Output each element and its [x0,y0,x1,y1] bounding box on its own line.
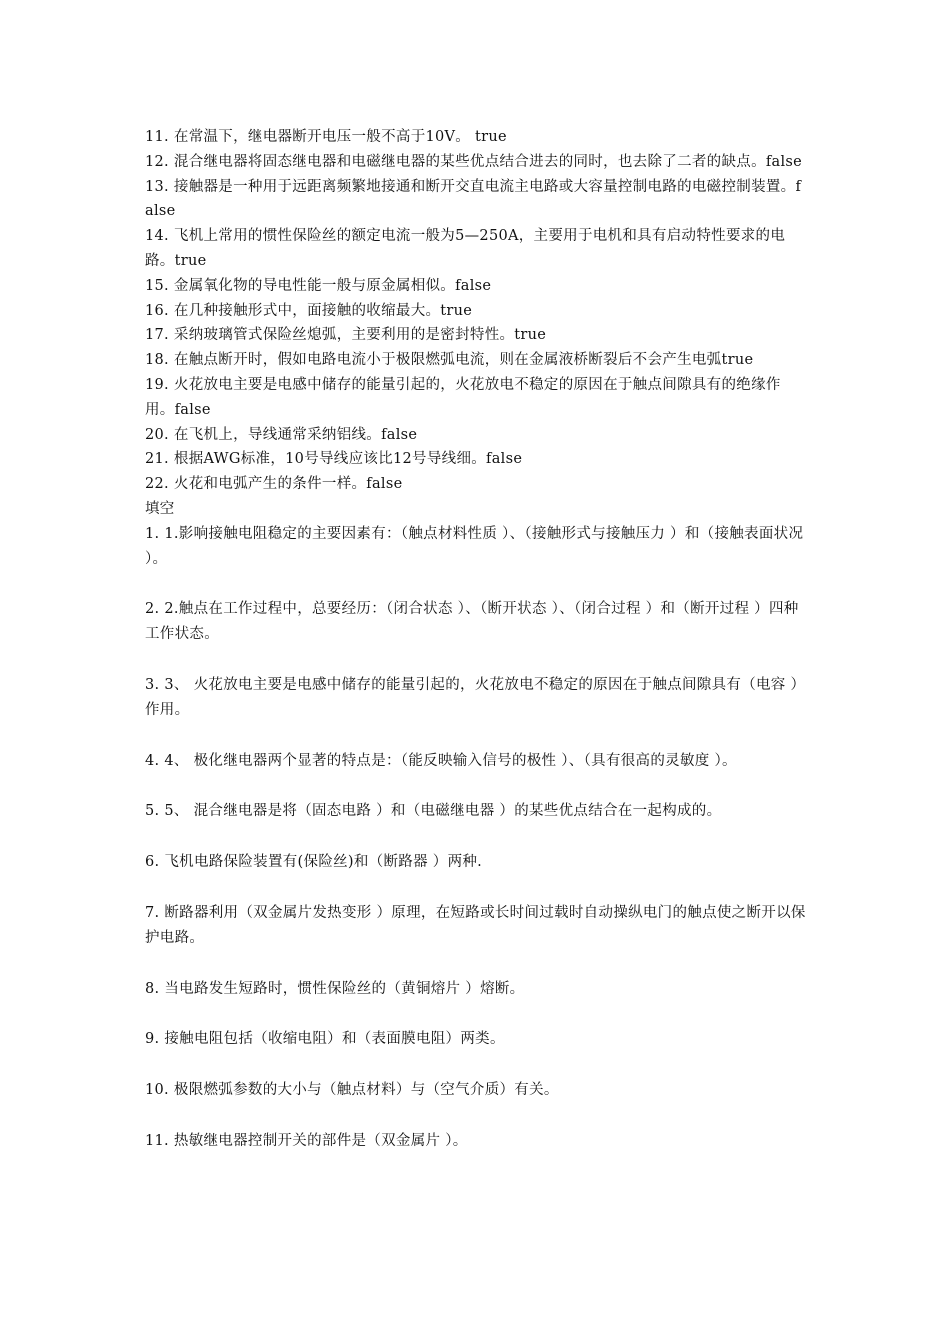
item-number: 11. [145,1132,169,1149]
item-text: 1.影响接触电阻稳定的主要因素有：（触点材料性质 ）、（接触形式与接触压力 ）和（接触表面状况 ）。 [145,525,804,567]
tf-item-14 [145,224,810,274]
item-number: 7. [145,904,160,921]
item-number: 19. [145,376,169,393]
fill-item-4 [145,749,810,774]
item-number: 17. [145,327,169,344]
document-body [145,125,810,1154]
tf-item-21 [145,447,810,472]
item-text: 在触点断开时，假如电路电流小于极限燃弧电流，则在金属液桥断裂后不会产生电弧true [173,352,754,369]
item-text: 火花放电主要是电感中储存的能量引起的，火花放电不稳定的原因在于触点间隙具有的绝缘作用。false [145,376,781,418]
item-text: 断路器利用（双金属片发热变形 ）原理，在短路或长时间过载时自动操纵电门的触点使之断开以保护电路。 [145,904,806,946]
item-number: 12. [145,153,169,170]
item-number: 14. [145,228,169,245]
tf-item-11 [145,125,810,150]
tf-item-20 [145,423,810,448]
item-text: 在常温下，继电器断开电压一般不高于10V。 true [173,129,507,145]
tf-item-13 [145,175,810,225]
item-text: 火花和电弧产生的条件一样。false [173,476,403,493]
item-text: 采纳玻璃管式保险丝熄弧，主要利用的是密封特性。true [173,327,547,344]
item-number: 6. [145,854,160,871]
item-text: 4、 极化继电器两个显著的特点是：（能反映输入信号的极性 ）、（具有很高的灵敏度 ）。 [164,752,737,769]
item-text: 根据AWG标准，10号导线应该比12号导线细。false [173,451,523,468]
item-number: 20. [145,426,169,443]
fill-item-2 [145,597,810,647]
item-number: 18. [145,352,169,369]
item-number: 10. [145,1082,169,1099]
tf-item-12 [145,150,810,175]
fill-item-7 [145,901,810,951]
fill-item-6 [145,850,810,875]
item-text: 3、 火花放电主要是电感中储存的能量引起的，火花放电不稳定的原因在于触点间隙具有（电容 ）作用。 [145,676,806,718]
section-title-fill-blanks: 填空 [145,500,175,517]
item-number: 22. [145,476,169,493]
item-number: 11. [145,129,169,145]
tf-item-17 [145,323,810,348]
item-number: 5. [145,803,160,820]
item-number: 21. [145,451,169,468]
item-text: 飞机上常用的惯性保险丝的额定电流一般为5—250A，主要用于电机和具有启动特性要求的电路。true [145,228,786,269]
item-text: 热敏继电器控制开关的部件是（双金属片 ）。 [173,1132,468,1149]
fill-item-1 [145,522,810,572]
tf-item-16 [145,299,810,324]
fill-item-5 [145,799,810,824]
tf-item-19 [145,373,810,423]
tf-item-18 [145,348,810,373]
item-number: 1. [145,525,160,542]
item-text: 在几种接触形式中，面接触的收缩最大。true [173,302,473,319]
tf-item-15 [145,274,810,299]
item-number: 2. [145,601,160,618]
item-number: 13. [145,178,169,195]
fill-item-10 [145,1078,810,1103]
item-text: 2.触点在工作过程中，总要经历：（闭合状态 ）、（断开状态 ）、（闭合过程 ）和（断开过程 ）四种工作状态。 [145,601,799,643]
item-number: 3. [145,676,160,693]
item-text: 极限燃弧参数的大小与（触点材料）与（空气介质）有关。 [173,1082,559,1099]
tf-item-22 [145,472,810,497]
item-number: 8. [145,980,160,997]
item-number: 9. [145,1031,160,1048]
item-text: 接触器是一种用于远距离频繁地接通和断开交直电流主电路或大容量控制电路的电磁控制装置。false [145,178,802,220]
item-text: 当电路发生短路时，惯性保险丝的（黄铜熔片 ）熔断。 [164,980,525,997]
item-number: 16. [145,302,169,319]
fill-item-3 [145,673,810,723]
item-text: 5、 混合继电器是将（固态电路 ）和（电磁继电器 ）的某些优点结合在一起构成的。 [164,803,722,820]
fill-item-9 [145,1027,810,1052]
item-text: 飞机电路保险装置有(保险丝)和（断路器 ）两种. [164,854,483,871]
item-text: 在飞机上，导线通常采纳铝线。false [173,426,418,443]
item-text: 混合继电器将固态继电器和电磁继电器的某些优点结合进去的同时，也去除了二者的缺点。false [173,153,803,170]
item-number: 15. [145,277,169,294]
item-number: 4. [145,752,160,769]
fill-item-11 [145,1129,810,1154]
item-text: 接触电阻包括（收缩电阻）和（表面膜电阻）两类。 [164,1031,505,1048]
item-text: 金属氧化物的导电性能一般与原金属相似。false [173,277,492,294]
fill-item-8 [145,977,810,1002]
